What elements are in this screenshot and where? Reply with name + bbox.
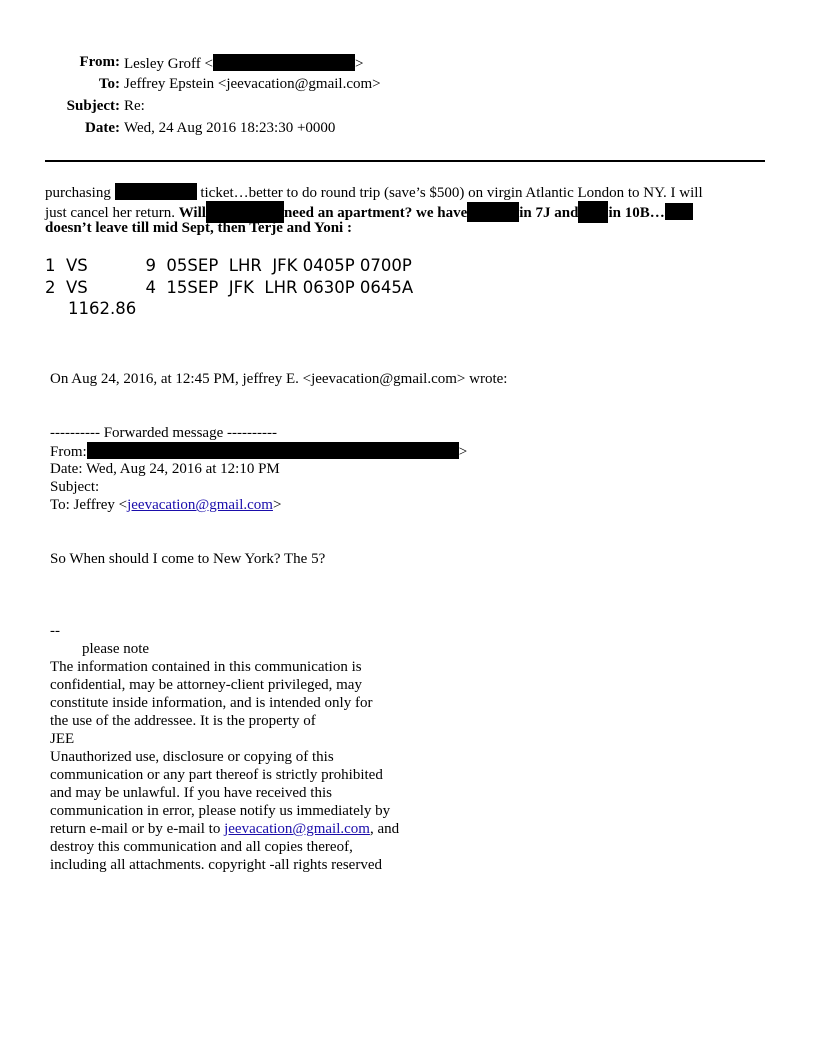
forwarded-header: ---------- Forwarded message ---------- [50,425,277,441]
notice-line: confidential, may be attorney-client privileged, may [50,677,362,693]
subject-value: Re: [124,98,145,114]
date-value: Wed, 24 Aug 2016 18:23:30 +0000 [124,120,336,136]
forwarded-from-close: > [458,444,468,460]
message-text: just cancel her return. [45,205,175,221]
forwarded-to [50,496,281,514]
to-value: Jeffrey Epstein <jeevacation@gmail.com> [124,76,381,92]
redaction-block [213,54,355,71]
message-text: in 7J and [519,205,579,221]
subject-label: Subject: [66,98,120,114]
redaction-block [665,203,693,220]
from-value [124,54,363,73]
signature-dashes: -- [50,623,60,639]
itinerary-row-2: 2 VS 4 15SEP JFK LHR 0630P 0645A [45,278,414,297]
email-link[interactable]: jeevacation@gmail.com [224,821,370,837]
message-text: purchasing [45,185,111,201]
forwarded-from [50,442,467,461]
forwarded-subject: Subject: [50,479,100,495]
forwarded-to-prefix: To: Jeffrey < [50,497,128,513]
notice-line: and may be unlawful. If you have received this [50,785,332,801]
redaction-block [87,442,459,459]
message-line-3: doesn’t leave till mid Sept, then Terje and Yoni : [45,220,352,236]
redaction-block [115,183,197,200]
message-line-1 [45,183,703,202]
forwarded-from-label: From: [50,444,87,460]
forwarded-to-suffix: > [272,497,282,513]
notice-text: return e-mail or by e-mail to [50,821,225,837]
date-label: Date: [85,120,120,136]
message-text: Will [178,205,206,221]
header-divider [45,160,765,162]
notice-text: , and [369,821,400,837]
question-text: So When should I come to New York? The 5? [50,551,326,567]
quoted-intro: On Aug 24, 2016, at 12:45 PM, jeffrey E. <jeevacation@gmail.com> wrote: [50,371,508,387]
notice-line: including all attachments. copyright -all rights reserved [50,857,382,873]
from-label: From: [79,54,120,70]
message-text: need an apartment? we have [283,205,468,221]
message-text: in 10B… [608,205,665,221]
notice-line: destroy this communication and all copies thereof, [50,839,353,855]
to-label: To: [98,76,120,92]
please-note: please note [82,641,150,657]
redaction-block [467,202,519,222]
email-link[interactable]: jeevacation@gmail.com [127,497,273,513]
from-close: > [355,56,364,72]
itinerary-total: 1162.86 [68,299,137,318]
notice-line: the use of the addressee. It is the property of [50,713,316,729]
forwarded-date: Date: Wed, Aug 24, 2016 at 12:10 PM [50,461,280,477]
notice-line: The information contained in this communication is [50,659,362,675]
notice-line: Unauthorized use, disclosure or copying of this [50,749,334,765]
from-name: Lesley Groff < [124,56,213,72]
redaction-block [578,201,608,223]
notice-line: JEE [50,731,75,747]
confidentiality-notice [50,658,399,874]
notice-line: constitute inside information, and is intended only for [50,695,373,711]
notice-line: communication in error, please notify us immediately by [50,803,391,819]
message-text: ticket…better to do round trip (save’s $500) on virgin Atlantic London to NY. I will [200,185,703,201]
itinerary-row-1: 1 VS 9 05SEP LHR JFK 0405P 0700P [45,256,412,275]
notice-line [50,820,399,838]
notice-line: communication or any part thereof is strictly prohibited [50,767,383,783]
